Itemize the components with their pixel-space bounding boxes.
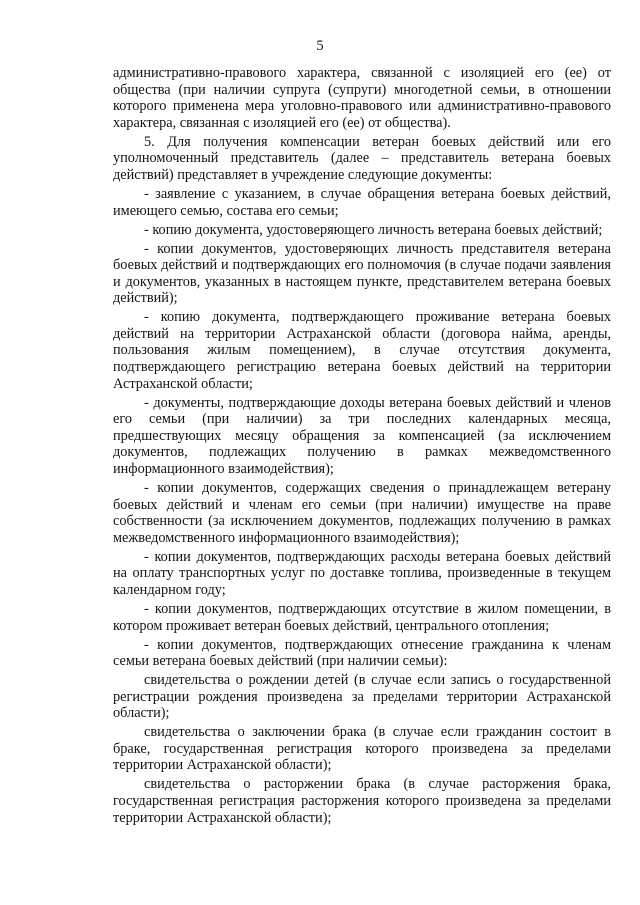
paragraph: 5. Для получения компенсации ветеран боевых действий или его уполномоченный представитель (далее – представитель ветерана боевых действий) представляет в учреждение следующие документы:: [113, 133, 611, 183]
list-item: - копии документов, подтверждающих отнесение гражданина к членам семьи ветерана боевых действий (при наличии семьи):: [113, 636, 611, 670]
list-item: - копию документа, удостоверяющего личность ветерана боевых действий;: [144, 221, 603, 238]
paragraph: административно-правового характера, связанной с изоляцией его (ее) от общества (при наличии супруга (супруги) многодетной семьи, в отношении которого применена мера уголовно-правового или административно-правового характера, связанная с изоляцией его (ее) от общества).: [113, 65, 611, 131]
list-item: - документы, подтверждающие доходы ветерана боевых действий и членов его семьи (при наличии) за три последних календарных месяца, предшествующих месяцу обращения за компенсацией (за исключением документов, подлежащих получению в рамках межведомственного информационного взаимодействия);: [113, 394, 611, 477]
list-item: - копии документов, подтверждающих отсутствие в жилом помещении, в котором проживает ветеран боевых действий, центрального отопления;: [113, 600, 611, 634]
list-item: - копии документов, удостоверяющих личность представителя ветерана боевых действий и подтверждающих его полномочия (в случае подачи заявления и документов, указанных в настоящем пункте, представителем ветерана боевых действий);: [113, 240, 611, 307]
document-body: [113, 65, 611, 829]
list-item: - заявление с указанием, в случае обращения ветерана боевых действий, имеющего семью, состава его семьи;: [113, 185, 611, 219]
page-number: 5: [316, 38, 324, 54]
sub-list-item: свидетельства о расторжении брака (в случае расторжения брака, государственная регистрация расторжения которого произведена за пределами территории Астраханской области);: [113, 776, 611, 826]
list-item: - копии документов, подтверждающих расходы ветерана боевых действий на оплату транспортных услуг по доставке топлива, произведенные в текущем календарном году;: [113, 548, 611, 598]
sub-list-item: свидетельства о заключении брака (в случае если гражданин состоит в браке, государственная регистрация которого произведена за пределами территории Астраханской области);: [113, 724, 611, 774]
list-item: - копии документов, содержащих сведения о принадлежащем ветерану боевых действий и членам его семьи (при наличии) имуществе на праве собственности (за исключением документов, подлежащих получению в рамках межведомственного информационного взаимодействия);: [113, 479, 611, 546]
sub-list-item: свидетельства о рождении детей (в случае если запись о государственной регистрации рождения произведена за пределами территории Астраханской области);: [113, 672, 611, 722]
list-item: - копию документа, подтверждающего проживание ветерана боевых действий на территории Астраханской области (договора найма, аренды, пользования жилым помещением), в случае отсутствия документа, подтверждающего регистрацию ветерана боевых действий на территории Астраханской области;: [113, 309, 611, 392]
